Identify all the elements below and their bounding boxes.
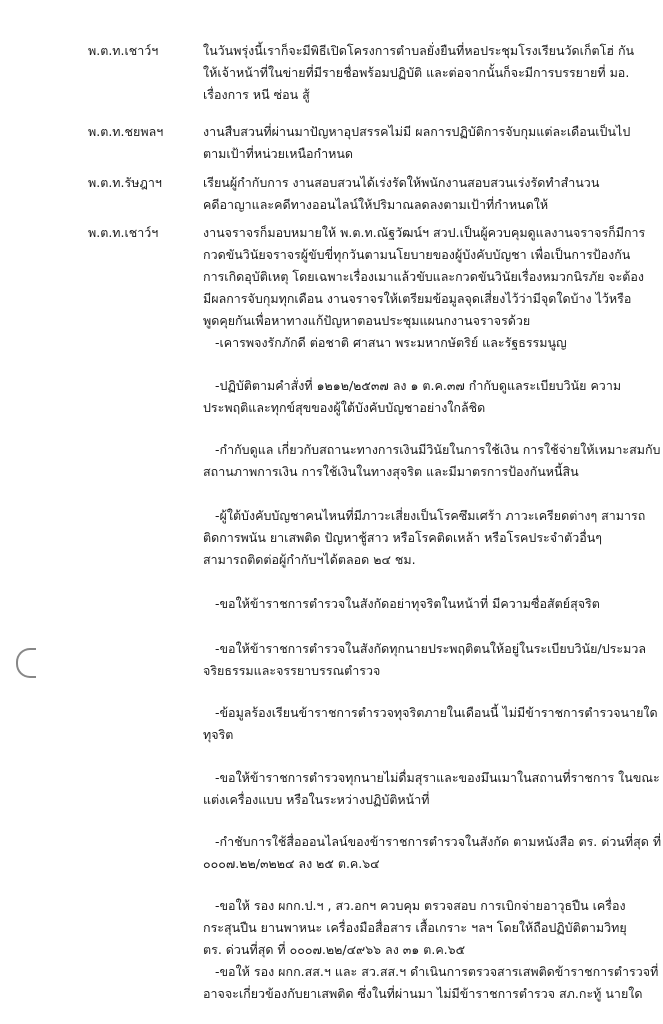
speaker-label: พ.ต.ท.รัษฎาฯ [88, 175, 162, 190]
text-line: -กำชับการใช้สื่อออนไลน์ของข้าราชการตำรวจในสังกัด ตามหนังสือ ตร. ด่วนที่สุด ที่ [215, 834, 662, 849]
bullet-item [203, 375, 622, 419]
text-line: ตามเป้าที่หน่วยเหนือกำหนด [203, 146, 354, 161]
text-line: -ขอให้ข้าราชการตำรวจในสังกัดอย่าทุจริตในหน้าที่ มีความซื่อสัตย์สุจริต [215, 596, 600, 611]
bullet-item [203, 895, 627, 961]
text-line: งานสืบสวนที่ผ่านมาปัญหาอุปสรรคไม่มี ผลการปฏิบัติการจับกุมแต่ละเดือนเป็นไป [203, 124, 631, 139]
entry-paragraph [203, 40, 635, 106]
text-line: แต่งเครื่องแบบ หรือในระหว่างปฏิบัติหน้าที่ [203, 792, 430, 807]
text-line: ๐๐๐๗.๒๒/๓๒๒๔ ลง ๒๕ ต.ค.๖๔ [203, 856, 380, 871]
bullet-item [203, 767, 660, 811]
text-line: -เคารพจงรักภักดี ต่อชาติ ศาสนา พระมหากษัตริย์ และรัฐธรรมนูญ [215, 335, 567, 350]
text-line: กระสุนปืน ยานพาหนะ เครื่องมือสื่อสาร เสื้อเกราะ ฯลฯ โดยให้ถือปฏิบัติตามวิทยุ [203, 920, 627, 935]
bullet-item [203, 638, 646, 682]
bullet-item [203, 831, 662, 875]
text-line: จริยธรรมและจรรยาบรรณตำรวจ [203, 663, 381, 678]
entry-paragraph [203, 222, 646, 354]
text-line: ประพฤติและทุกข์สุขของผู้ใต้บังคับบัญชาอย่างใกล้ชิด [203, 400, 486, 415]
bullet-item [203, 505, 646, 571]
text-line: -ผู้ใต้บังคับบัญชาคนไหนที่มีภาวะเสี่ยงเป็นโรคซึมเศร้า ภาวะเครียดต่างๆ สามารถ [215, 508, 646, 523]
text-line: ทุจริต [203, 727, 234, 742]
text-line: มีผลการจับกุมทุกเดือน งานจราจรให้เตรียมข้อมูลจุดเสี่ยงไว้ว่ามีจุดใดบ้าง ไว้หรือ [203, 291, 632, 306]
text-line: -ขอให้ รอง ผกก.สส.ฯ และ สว.สส.ฯ ดำเนินการตรวจสารเสพติดข้าราชการตำรวจที่ [215, 964, 659, 979]
text-line: ให้เจ้าหน้าที่ในข่ายที่มีรายชื่อพร้อมปฏิบัติ และต่อจากนั้นก็จะมีการบรรยายที่ มอ. [203, 65, 630, 80]
speaker-label: พ.ต.ท.เชาว์ฯ [88, 43, 159, 58]
text-line: -ข้อมูลร้องเรียนข้าราชการตำรวจทุจริตภายในเดือนนี้ ไม่มีข้าราชการตำรวจนายใด [215, 705, 658, 720]
text-line: กวดขันวินัยจราจรผู้ขับขี่ทุกวันตามนโยบายของผู้บังคับบัญชา เพื่อเป็นการป้องกัน [203, 247, 631, 262]
text-line: พูดคุยกันเพื่อหาทางแก้ปัญหาตอนประชุมแผนกงานจราจรด้วย [203, 313, 531, 328]
text-line: ติดการพนัน ยาเสพติด ปัญหาชู้สาว หรือโรคติดเหล้า หรือโรคประจำตัวอื่นๆ [203, 530, 603, 545]
bullet-item [203, 961, 659, 1005]
speaker-label: พ.ต.ท.เชาว์ฯ [88, 225, 159, 240]
bullet-item [203, 702, 658, 746]
speaker-label: พ.ต.ท.ชยพลฯ [88, 124, 164, 139]
punch-hole-mark [16, 648, 36, 678]
text-line: ตร. ด่วนที่สุด ที่ ๐๐๐๗.๒๒/๔๙๖๖ ลง ๓๑ ต.ค.๖๕ [203, 942, 466, 957]
text-line: อาจจะเกี่ยวข้องกับยาเสพติด ซึ่งในที่ผ่านมา ไม่มีข้าราชการตำรวจ สภ.กะทู้ นายใด [203, 986, 643, 1001]
text-line: เรียนผู้กำกับการ งานสอบสวนได้เร่งรัดให้พนักงานสอบสวนเร่งรัดทำสำนวน [203, 175, 600, 190]
text-line: สถานภาพการเงิน การใช้เงินในทางสุจริต และมีมาตรการป้องกันหนี้สิน [203, 464, 579, 479]
text-line: -ปฏิบัติตามคำสั่งที่ ๑๒๑๒/๒๕๓๗ ลง ๑ ต.ค.๓๗ กำกับดูแลระเบียบวินัย ความ [215, 378, 622, 393]
entry-paragraph [203, 121, 631, 165]
text-line: สามารถติดต่อผู้กำกับฯได้ตลอด ๒๔ ชม. [203, 552, 416, 567]
bullet-item [203, 439, 661, 483]
text-line: งานจราจรก็มอบหมายให้ พ.ต.ท.ณัฐวัฒน์ฯ สวป.เป็นผู้ควบคุมดูแลงานจราจรก็มีการ [203, 225, 646, 240]
text-line: -ขอให้ข้าราชการตำรวจทุกนายไม่ดื่มสุราและของมึนเมาในสถานที่ราชการ ในขณะ [215, 770, 660, 785]
text-line: คดีอาญาและคดีทางออนไลน์ให้ปริมาณลดลงตามเป้าที่กำหนดให้ [203, 197, 549, 212]
text-line: -กำกับดูแล เกี่ยวกับสถานะทางการเงินมีวินัยในการใช้เงิน การใช้จ่ายให้เหมาะสมกับ [215, 442, 661, 457]
text-line: การเกิดอุบัติเหตุ โดยเฉพาะเรื่องเมาแล้วขับและกวดขันวินัยเรื่องหมวกนิรภัย จะต้อง [203, 269, 645, 284]
text-line: -ขอให้ รอง ผกก.ป.ฯ , สว.อกฯ ควบคุม ตรวจสอบ การเบิกจ่ายอาวุธปืน เครื่อง [215, 898, 626, 913]
entry-paragraph [203, 172, 615, 216]
text-line: เรื่องการ หนี ซ่อน สู้ [203, 87, 310, 102]
text-line: -ขอให้ข้าราชการตำรวจในสังกัดทุกนายประพฤติตนให้อยู่ในระเบียบวินัย/ประมวล [215, 641, 646, 656]
bullet-item [203, 593, 615, 615]
text-line: ในวันพรุ่งนี้เราก็จะมีพิธีเปิดโครงการตำบลยั่งยืนที่หอประชุมโรงเรียนวัดเก็ตโฮ่ กัน [203, 43, 635, 58]
